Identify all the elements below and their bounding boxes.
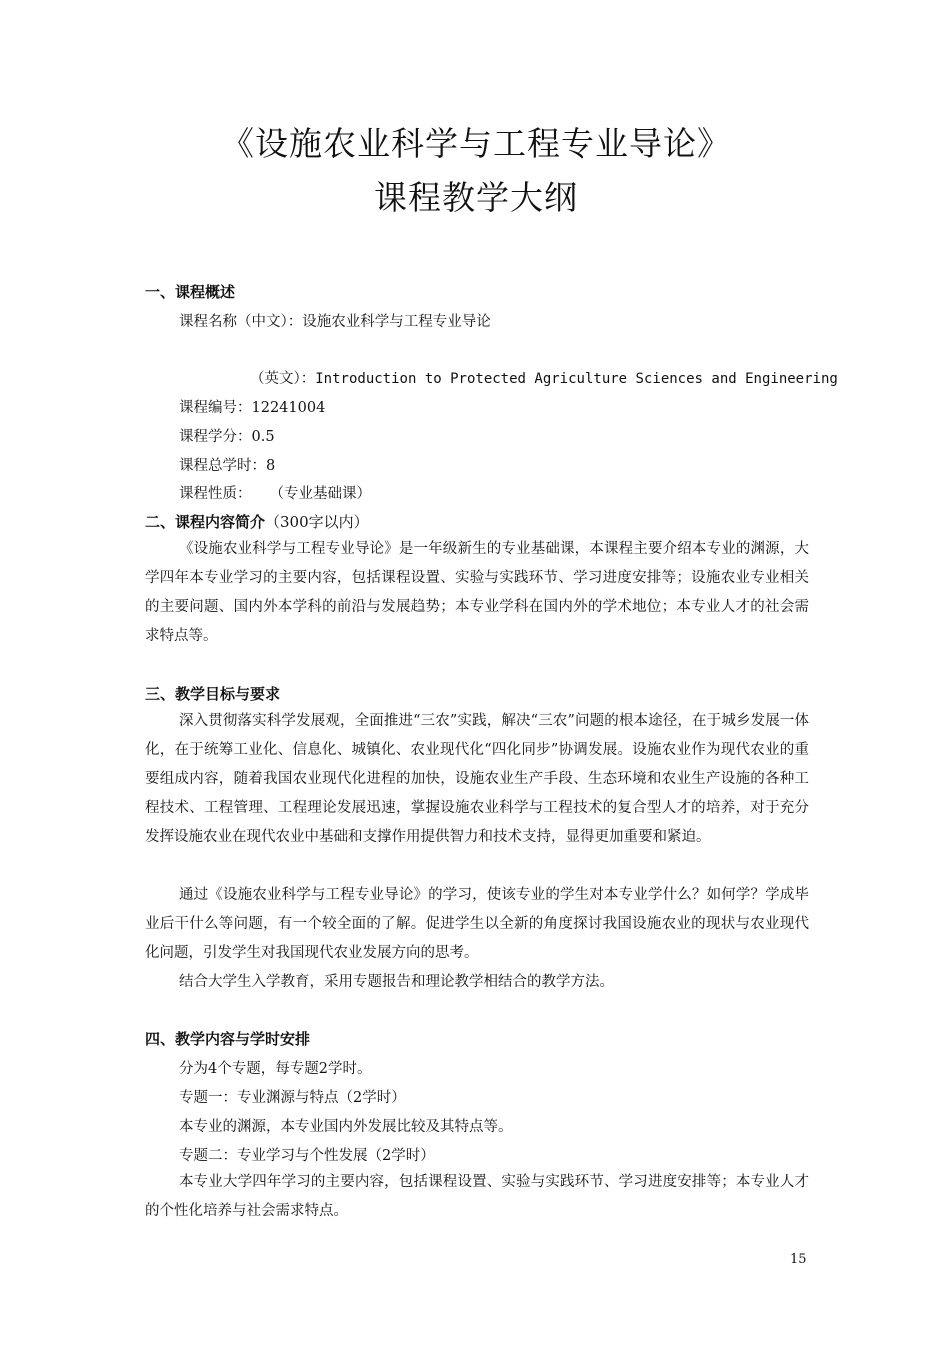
section1-heading: 一、课程概述 — [145, 283, 236, 301]
section3-heading: 三、教学目标与要求 — [145, 685, 281, 703]
section3-paragraph-3: 结合大学生入学教育，采用专题报告和理论教学相结合的教学方法。 — [179, 974, 614, 990]
section3-paragraph-2: 通过《设施农业科学与工程专业导论》的学习，使该专业的学生对本专业学什么？如何学？学成毕业后干什么等问题，有一个较全面的了解。促进学生以全新的角度探讨我国设施农业的现状与农业现代化问题，引发学生对我国现代农业发展方向的思考。 — [145, 887, 809, 961]
course-nature — [179, 482, 371, 503]
course-credit — [179, 425, 275, 446]
document-subtitle: 课程教学大纲 — [374, 178, 578, 217]
course-name-cn-value: 设施农业科学与工程专业导论 — [302, 314, 491, 330]
section4-heading: 四、教学内容与学时安排 — [145, 1030, 311, 1048]
section3-paragraph-1: 深入贯彻落实科学发展观，全面推进“三农”实践，解决“三农”问题的根本途径，在于城乡发展一体化，在于统筹工业化、信息化、城镇化、农业现代化“四化同步”协调发展。设施农业作为现代农业的重要组成内容，随着我国农业现代化进程的加快，设施农业生产手段、生态环境和农业生产设施的各种工程技术、工程管理、工程理论发展迅速，掌握设施农业科学与工程技术的复合型人才的培养，对于充分发挥设施农业在现代农业中基础和支撑作用提供智力和技术支持，显得更加重要和紧迫。 — [145, 713, 809, 845]
section2-paragraph: 《设施农业科学与工程专业导论》是一年级新生的专业基础课，本课程主要介绍本专业的渊源，大学四年本专业学习的主要内容，包括课程设置、实验与实践环节、学习进度安排等；设施农业专业相关的主要问题、国内外本学科的前沿与发展趋势；本专业学科在国内外的学术地位；本专业人才的社会需求特点等。 — [145, 541, 809, 644]
course-code-value: 12241004 — [251, 400, 326, 416]
section2-heading-note: （300字以内） — [265, 513, 369, 531]
document-title: 《设施农业科学与工程专业导论》 — [221, 124, 731, 163]
section2-heading-text: 二、课程内容简介 — [145, 513, 266, 531]
section4-intro: 分为4个专题，每专题2学时。 — [179, 1061, 372, 1077]
course-code — [179, 396, 325, 417]
page-number: 15 — [790, 1252, 807, 1267]
course-credit-label: 课程学分： — [179, 429, 252, 445]
course-name-en-value: Introduction to Protected Agriculture Sciences and Engineering — [315, 371, 838, 387]
course-name-cn — [179, 310, 491, 331]
topic1-title: 专题一：专业渊源与特点（2学时） — [179, 1090, 406, 1106]
course-name-cn-label: 课程名称（中文）： — [179, 314, 303, 330]
course-hours-label: 课程总学时： — [179, 458, 266, 474]
course-credit-value: 0.5 — [251, 429, 275, 445]
course-hours-value: 8 — [266, 458, 276, 474]
topic2-description: 本专业大学四年学习的主要内容，包括课程设置、实验与实践环节、学习进度安排等；本专业人才的个性化培养与社会需求特点。 — [145, 1174, 809, 1219]
course-hours — [179, 454, 275, 475]
course-code-label: 课程编号： — [179, 400, 252, 416]
course-name-en-label: （英文）： — [250, 371, 316, 387]
section2-heading — [145, 511, 369, 532]
topic1-description: 本专业的渊源，本专业国内外发展比较及其特点等。 — [179, 1119, 513, 1135]
topic2-title: 专题二：专业学习与个性发展（2学时） — [179, 1148, 435, 1164]
course-nature-value: （专业基础课） — [269, 486, 371, 502]
course-name-en — [250, 367, 838, 388]
course-nature-label: 课程性质： — [179, 486, 252, 502]
